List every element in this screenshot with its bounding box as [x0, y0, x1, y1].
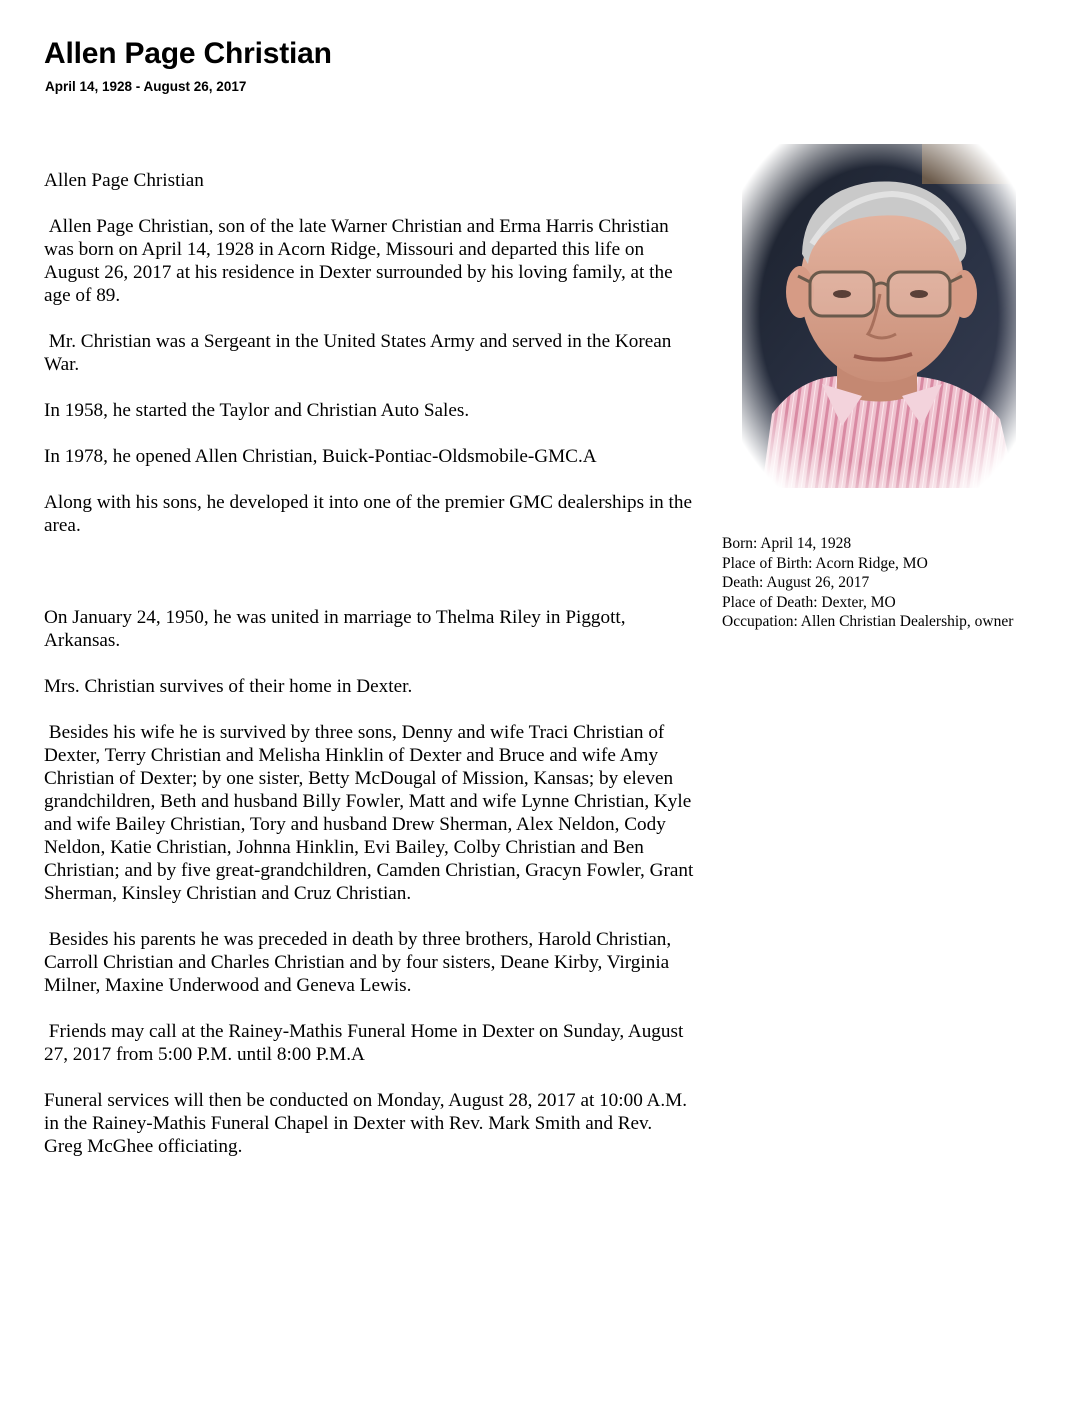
- paragraph-spacer: [44, 560, 694, 606]
- obituary-paragraph: Besides his parents he was preceded in death by three brothers, Harold Christian, Carroll Christian and Charles Christian and by four sisters, Deane Kirby, Virginia Milner, Maxine Underwood and Geneva Lewis.: [44, 929, 676, 996]
- fact-occupation: Occupation: Allen Christian Dealership, owner: [722, 613, 1014, 631]
- portrait-photo: [742, 144, 1016, 488]
- obituary-paragraph: Besides his wife he is survived by three sons, Denny and wife Traci Christian of Dexter, Terry Christian and Melisha Hinklin of Dexter and Bruce and wife Amy Christian of Dexter; by one sister, Betty McDougal of Mission, Kansas; by eleven grandchildren, Beth and husband Billy Fowler, Matt and wife Lynne Christian, Kyle and wife Bailey Christian, Tory and husband Drew Sherman, Alex Neldon, Cody Neldon, Katie Christian, Johnna Hinklin, Evi Bailey, Colby Christian and Ben Christian; and by five great-grandchildren, Camden Christian, Gracyn Fowler, Grant Sherman, Kinsley Christian and Cruz Christian.: [44, 722, 699, 904]
- fact-place-of-death: Place of Death: Dexter, MO: [722, 593, 896, 611]
- obituary-paragraph: Mr. Christian was a Sergeant in the United States Army and served in the Korean War.: [44, 331, 676, 375]
- obituary-paragraph: On January 24, 1950, he was united in marriage to Thelma Riley in Piggott, Arkansas.: [44, 607, 630, 651]
- portrait-illustration: [742, 144, 1016, 488]
- obituary-paragraph: Funeral services will then be conducted on Monday, August 28, 2017 at 10:00 A.M. in the Rainey-Mathis Funeral Chapel in Dexter with Rev. Mark Smith and Rev. Greg McGhee officiating.: [44, 1090, 692, 1157]
- life-dates: April 14, 1928 - August 26, 2017: [45, 79, 247, 94]
- obituary-paragraph: Along with his sons, he developed it into one of the premier GMC dealerships in the area.: [44, 492, 697, 536]
- fact-place-of-birth: Place of Birth: Acorn Ridge, MO: [722, 554, 928, 572]
- fact-death: Death: August 26, 2017: [722, 574, 870, 592]
- vital-facts: [722, 534, 1022, 632]
- obituary-paragraph: In 1958, he started the Taylor and Christian Auto Sales.: [44, 400, 470, 421]
- obituary-heading: Allen Page Christian: [44, 170, 204, 191]
- obituary-paragraph: Mrs. Christian survives of their home in Dexter.: [44, 676, 413, 697]
- page-title: Allen Page Christian: [44, 37, 332, 70]
- obituary-paragraph: Allen Page Christian, son of the late Warner Christian and Erma Harris Christian was born on April 14, 1928 in Acorn Ridge, Missouri and departed this life on August 26, 2017 at his residence in Dexter surrounded by his loving family, at the age of 89.: [44, 216, 678, 306]
- obituary-text: [44, 169, 699, 1181]
- fact-born: Born: April 14, 1928: [722, 535, 852, 552]
- obituary-paragraph: In 1978, he opened Allen Christian, Buick-Pontiac-Oldsmobile-GMC.A: [44, 446, 597, 467]
- obituary-paragraph: Friends may call at the Rainey-Mathis Funeral Home in Dexter on Sunday, August 27, 2017 from 5:00 P.M. until 8:00 P.M.A: [44, 1021, 689, 1065]
